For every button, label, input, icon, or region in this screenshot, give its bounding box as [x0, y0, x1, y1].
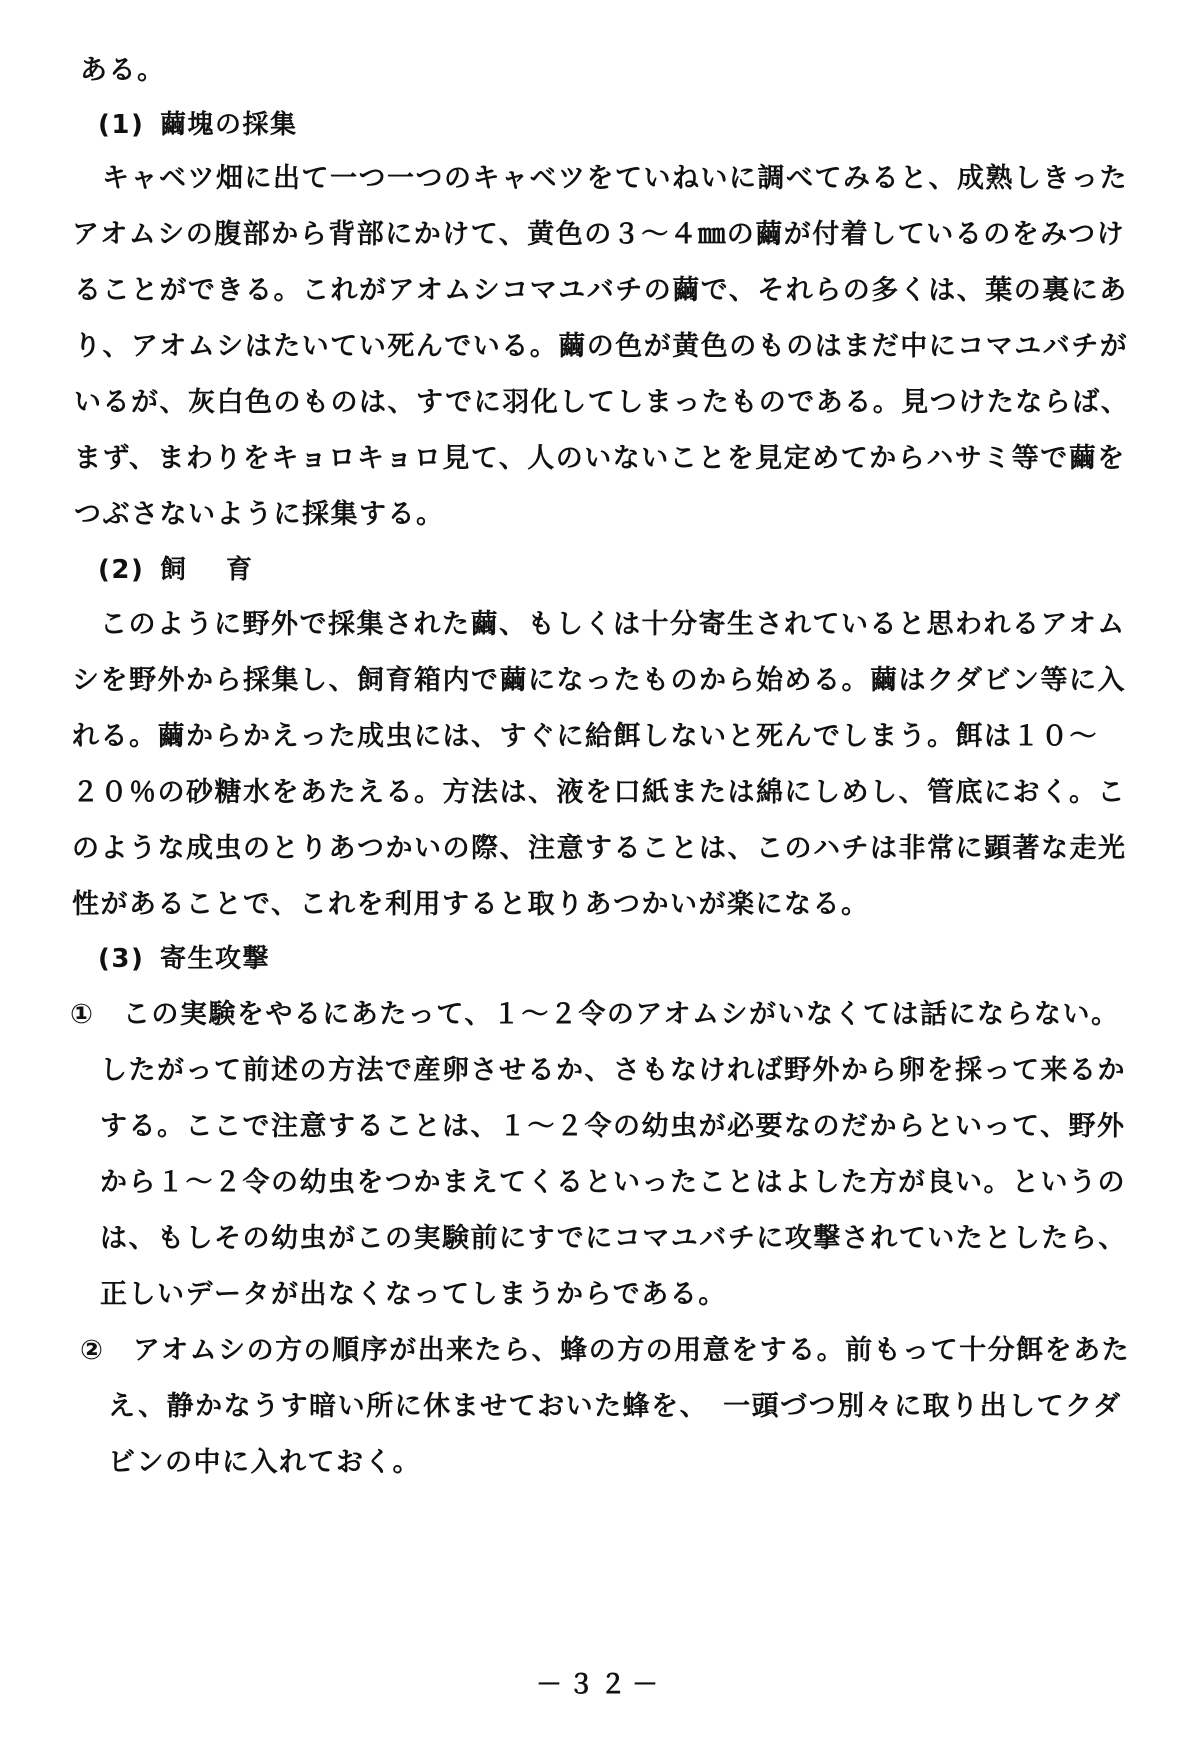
section-title: 飼育 [160, 555, 293, 585]
text-line: まず、まわりをキョロキョロ見て、人のいないことを見定めてからハサミ等で繭を [74, 443, 1126, 474]
section-number: (1) [98, 110, 145, 140]
list-item-2: ② アオムシの方の順序が出来たら、蜂の方の用意をする。前もって十分餌をあた [80, 1335, 1131, 1366]
section-heading-1 [98, 108, 298, 142]
text-line: ビンの中に入れておく。 [108, 1447, 421, 1478]
text-line: つぶさないように採集する。 [74, 499, 445, 530]
text-line: え、静かなうす暗い所に休ませておいた蜂を、 一頭づつ別々に取り出してクダ [108, 1391, 1122, 1422]
text-line: は、もしその幼虫がこの実験前にすでにコマユバチに攻撃されていたとしたら、 [100, 1223, 1127, 1254]
section-heading-2 [98, 553, 292, 587]
text-line: キャベツ畑に出て一つ一つのキャベツをていねいに調べてみると、成熟しきった [102, 163, 1128, 194]
text-line: から１～２令の幼虫をつかまえてくるといったことはよした方が良い。というの [100, 1167, 1126, 1198]
section-number: (3) [98, 944, 145, 974]
list-item-1: ① この実験をやるにあたって、１～２令のアオムシがいなくては話にならない。 [70, 999, 1120, 1030]
section-title: 繭塊の採集 [160, 110, 298, 140]
page-number: －３２－ [535, 1670, 664, 1700]
text-line: シを野外から採集し、飼育箱内で繭になったものから始める。繭はクダビン等に入 [72, 665, 1126, 696]
text-line: ある。 [80, 55, 166, 86]
section-title: 寄生攻撃 [160, 944, 271, 974]
text-line: アオムシの腹部から背部にかけて、黄色の３～４㎜の繭が付着しているのをみつけ [72, 219, 1126, 250]
section-heading-3 [98, 942, 270, 976]
text-line: のような成虫のとりあつかいの際、注意することは、このハチは非常に顕著な走光 [72, 833, 1127, 864]
text-line: 正しいデータが出なくなってしまうからである。 [100, 1279, 727, 1310]
text-line: する。ここで注意することは、１～２令の幼虫が必要なのだからといって、野外 [100, 1111, 1126, 1142]
text-line: ２０％の砂糖水をあたえる。方法は、液を口紙または綿にしめし、管底におく。こ [72, 777, 1126, 808]
text-line: このように野外で採集された繭、もしくは十分寄生されていると思われるアオム [100, 609, 1126, 640]
text-line: 性があることで、これを利用すると取りあつかいが楽になる。 [72, 889, 870, 920]
text-line: れる。繭からかえった成虫には、すぐに給餌しないと死んでしまう。餌は１０～ [72, 721, 1098, 752]
text-line: り、アオムシはたいてい死んでいる。繭の色が黄色のものはまだ中にコマユバチが [74, 331, 1129, 362]
text-line: いるが、灰白色のものは、すでに羽化してしまったものである。見つけたならば、 [74, 387, 1130, 418]
text-line: ることができる。これがアオムシコマユバチの繭で、それらの多くは、葉の裏にあ [74, 275, 1128, 306]
section-number: (2) [98, 555, 145, 585]
text-line: したがって前述の方法で産卵させるか、さもなければ野外から卵を採って来るか [100, 1055, 1126, 1086]
